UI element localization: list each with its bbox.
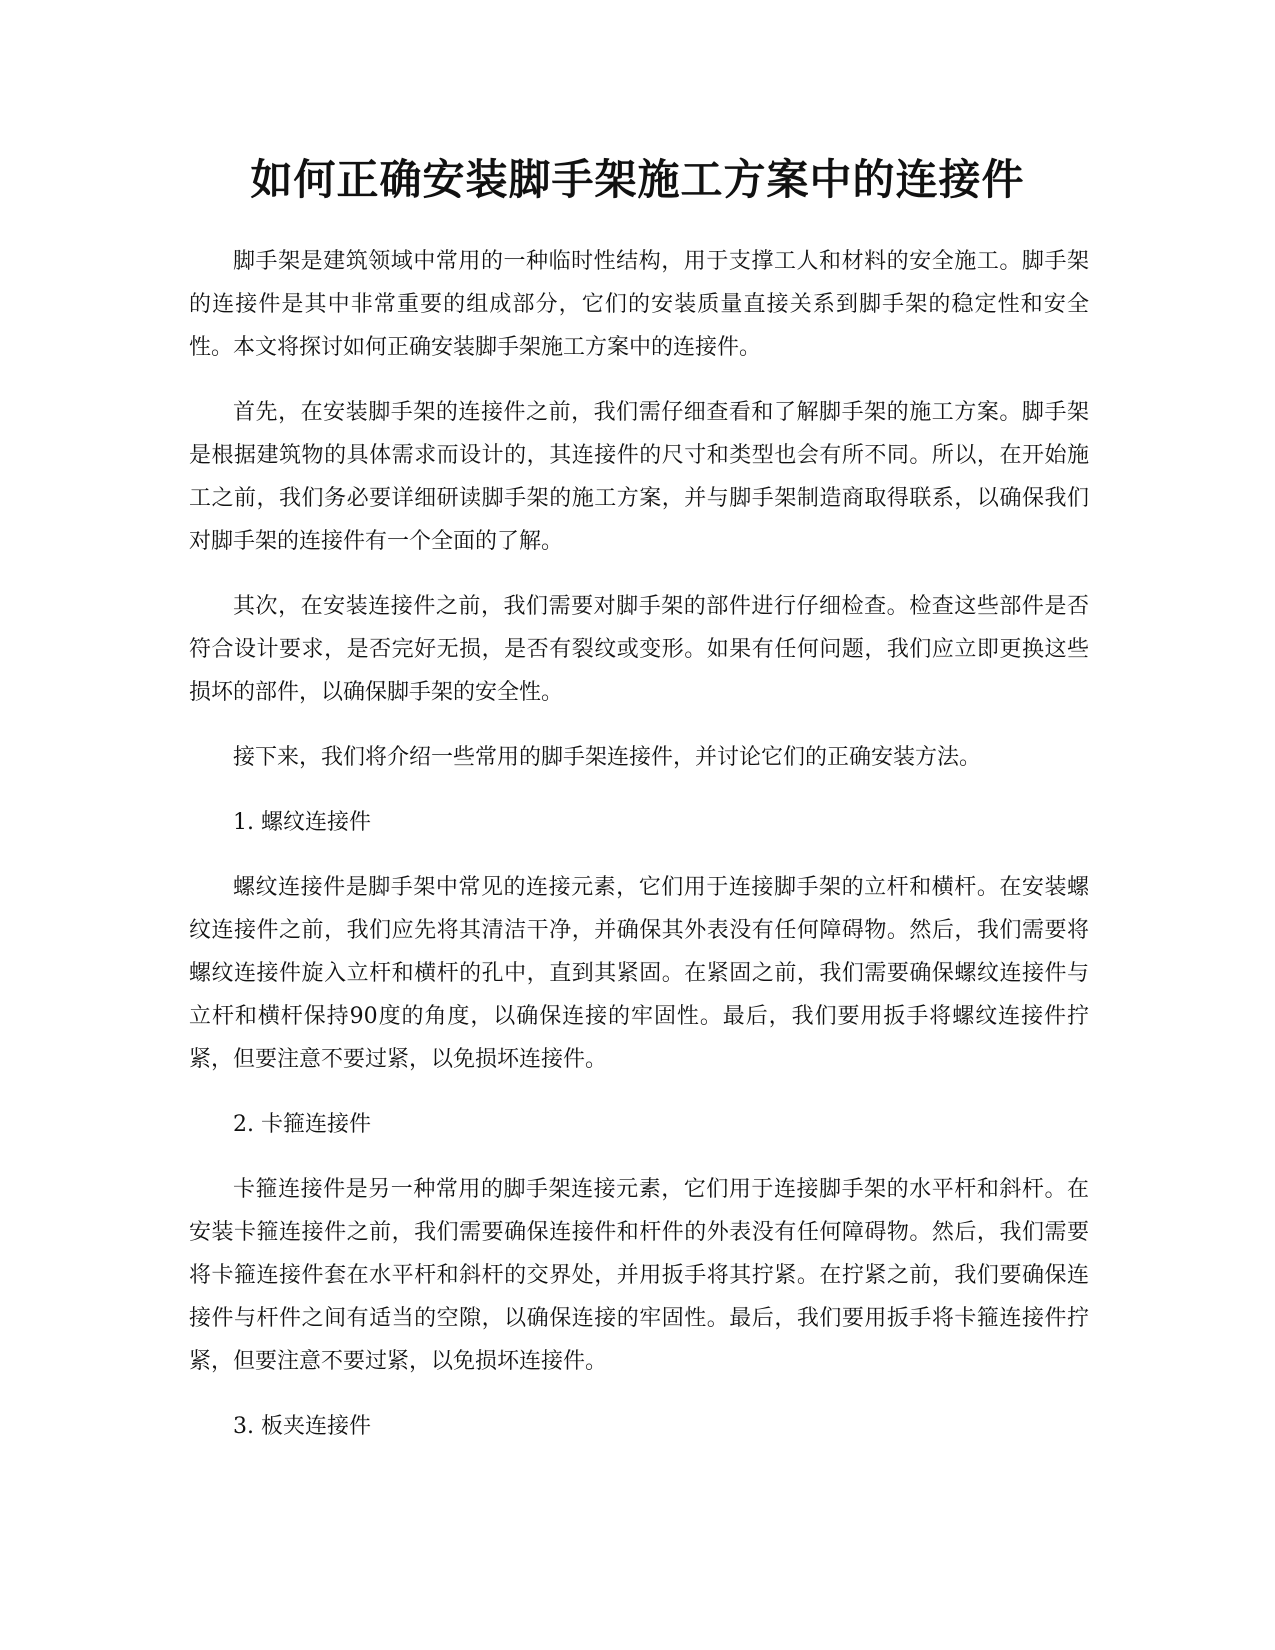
document-body	[189, 240, 1089, 1470]
intro-paragraph: 脚手架是建筑领域中常用的一种临时性结构，用于支撑工人和材料的安全施工。脚手架的连接件是其中非常重要的组成部分，它们的安装质量直接关系到脚手架的稳定性和安全性。本文将探讨如何正确安装脚手架施工方案中的连接件。	[189, 249, 1089, 360]
paragraph-inspect-parts: 其次，在安装连接件之前，我们需要对脚手架的部件进行仔细检查。检查这些部件是否符合设计要求，是否完好无损，是否有裂纹或变形。如果有任何问题，我们应立即更换这些损坏的部件，以确保脚手架的安全性。	[189, 594, 1089, 705]
document-title: 如何正确安装脚手架施工方案中的连接件	[250, 155, 1025, 204]
section-heading-plate-clamp: 3. 板夹连接件	[233, 1414, 371, 1439]
section-body-clamp: 卡箍连接件是另一种常用的脚手架连接元素，它们用于连接脚手架的水平杆和斜杆。在安装卡箍连接件之前，我们需要确保连接件和杆件的外表没有任何障碍物。然后，我们需要将卡箍连接件套在水平杆和斜杆的交界处，并用扳手将其拧紧。在拧紧之前，我们要确保连接件与杆件之间有适当的空隙，以确保连接的牢固性。最后，我们要用扳手将卡箍连接件拧紧，但要注意不要过紧，以免损坏连接件。	[189, 1177, 1089, 1374]
paragraph-introduce-connectors: 接下来，我们将介绍一些常用的脚手架连接件，并讨论它们的正确安装方法。	[233, 745, 982, 770]
section-heading-threaded: 1. 螺纹连接件	[233, 810, 371, 835]
section-body-threaded: 螺纹连接件是脚手架中常见的连接元素，它们用于连接脚手架的立杆和横杆。在安装螺纹连接件之前，我们应先将其清洁干净，并确保其外表没有任何障碍物。然后，我们需要将螺纹连接件旋入立杆和横杆的孔中，直到其紧固。在紧固之前，我们需要确保螺纹连接件与立杆和横杆保持90度的角度，以确保连接的牢固性。最后，我们要用扳手将螺纹连接件拧紧，但要注意不要过紧，以免损坏连接件。	[189, 875, 1089, 1072]
paragraph-review-plan: 首先，在安装脚手架的连接件之前，我们需仔细查看和了解脚手架的施工方案。脚手架是根据建筑物的具体需求而设计的，其连接件的尺寸和类型也会有所不同。所以，在开始施工之前，我们务必要详细研读脚手架的施工方案，并与脚手架制造商取得联系，以确保我们对脚手架的连接件有一个全面的了解。	[189, 400, 1089, 554]
section-heading-clamp: 2. 卡箍连接件	[233, 1112, 371, 1137]
